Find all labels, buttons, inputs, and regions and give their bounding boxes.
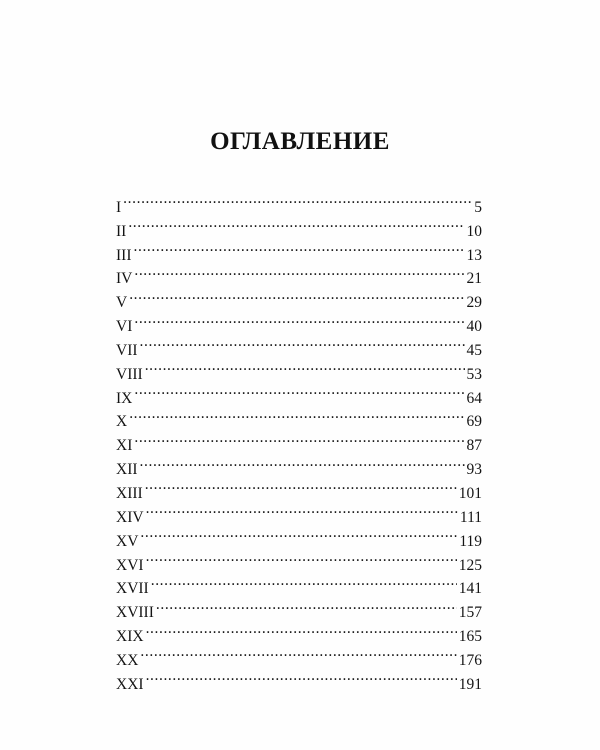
chapter-number: V <box>116 294 128 308</box>
dot-leader <box>134 307 464 331</box>
dot-leader <box>123 188 472 212</box>
toc-entry-18 <box>116 593 482 617</box>
dot-leader <box>140 522 457 546</box>
toc-entry-6 <box>116 307 482 331</box>
page-number: 10 <box>466 222 482 236</box>
dot-leader <box>145 355 465 379</box>
chapter-number: X <box>116 413 128 427</box>
toc-entry-20 <box>116 641 482 665</box>
toc-entry-19 <box>116 617 482 641</box>
page-number: 40 <box>466 318 482 332</box>
page-number: 111 <box>459 508 482 522</box>
page-number: 191 <box>458 675 482 689</box>
dot-leader <box>146 546 457 570</box>
page-number: 69 <box>466 413 482 427</box>
dot-leader <box>129 283 464 307</box>
page-number: 87 <box>466 437 482 451</box>
dot-leader <box>140 450 465 474</box>
dot-leader <box>134 426 464 450</box>
page-number: 165 <box>458 628 482 642</box>
toc-entry-16 <box>116 546 482 570</box>
chapter-number: XXI <box>116 675 144 689</box>
page-number: 119 <box>459 532 482 546</box>
chapter-number: XI <box>116 437 133 451</box>
dot-leader <box>156 593 457 617</box>
page-number: 157 <box>458 604 482 618</box>
page-number: 125 <box>458 556 482 570</box>
page-number: 176 <box>458 651 482 665</box>
table-of-contents <box>116 188 482 689</box>
dot-leader <box>151 570 457 594</box>
toc-entry-21 <box>116 665 482 689</box>
chapter-number: XVI <box>116 556 144 570</box>
chapter-number: VII <box>116 341 138 355</box>
page-number: 21 <box>466 270 482 284</box>
dot-leader <box>128 212 464 236</box>
toc-entry-1 <box>116 188 482 212</box>
toc-entry-17 <box>116 570 482 594</box>
chapter-number: IX <box>116 389 133 403</box>
toc-entry-10 <box>116 403 482 427</box>
chapter-number: IV <box>116 270 133 284</box>
chapter-number: VIII <box>116 365 143 379</box>
page-number: 141 <box>458 580 482 594</box>
chapter-number: XV <box>116 532 139 546</box>
toc-entry-15 <box>116 522 482 546</box>
toc-entry-14 <box>116 498 482 522</box>
page-number: 29 <box>466 294 482 308</box>
chapter-number: III <box>116 246 132 260</box>
page-number: 53 <box>466 365 482 379</box>
dot-leader <box>129 403 464 427</box>
toc-entry-12 <box>116 450 482 474</box>
chapter-number: XIX <box>116 628 144 642</box>
dot-leader <box>145 474 457 498</box>
page-number: 5 <box>474 198 482 212</box>
dot-leader <box>134 236 465 260</box>
page-number: 13 <box>466 246 482 260</box>
chapter-number: VI <box>116 318 133 332</box>
toc-entry-7 <box>116 331 482 355</box>
chapter-number: XIII <box>116 484 143 498</box>
page-title: ОГЛАВЛЕНИЕ <box>210 128 390 155</box>
page-number: 64 <box>466 389 482 403</box>
chapter-number: XVIII <box>116 604 154 618</box>
chapter-number: XIV <box>116 508 144 522</box>
chapter-number: XII <box>116 461 138 475</box>
chapter-number: XX <box>116 651 139 665</box>
toc-entry-9 <box>116 379 482 403</box>
toc-entry-5 <box>116 283 482 307</box>
toc-entry-4 <box>116 260 482 284</box>
dot-leader <box>146 617 457 641</box>
dot-leader <box>140 641 456 665</box>
dot-leader <box>146 498 458 522</box>
page-number: 45 <box>466 341 482 355</box>
dot-leader <box>134 260 464 284</box>
toc-entry-13 <box>116 474 482 498</box>
toc-entry-8 <box>116 355 482 379</box>
dot-leader <box>140 331 465 355</box>
page-number: 101 <box>458 484 482 498</box>
dot-leader <box>134 379 464 403</box>
dot-leader <box>146 665 457 689</box>
toc-entry-3 <box>116 236 482 260</box>
chapter-number: XVII <box>116 580 149 594</box>
toc-entry-11 <box>116 426 482 450</box>
toc-entry-2 <box>116 212 482 236</box>
chapter-number: I <box>116 198 122 212</box>
page-number: 93 <box>466 461 482 475</box>
chapter-number: II <box>116 222 127 236</box>
